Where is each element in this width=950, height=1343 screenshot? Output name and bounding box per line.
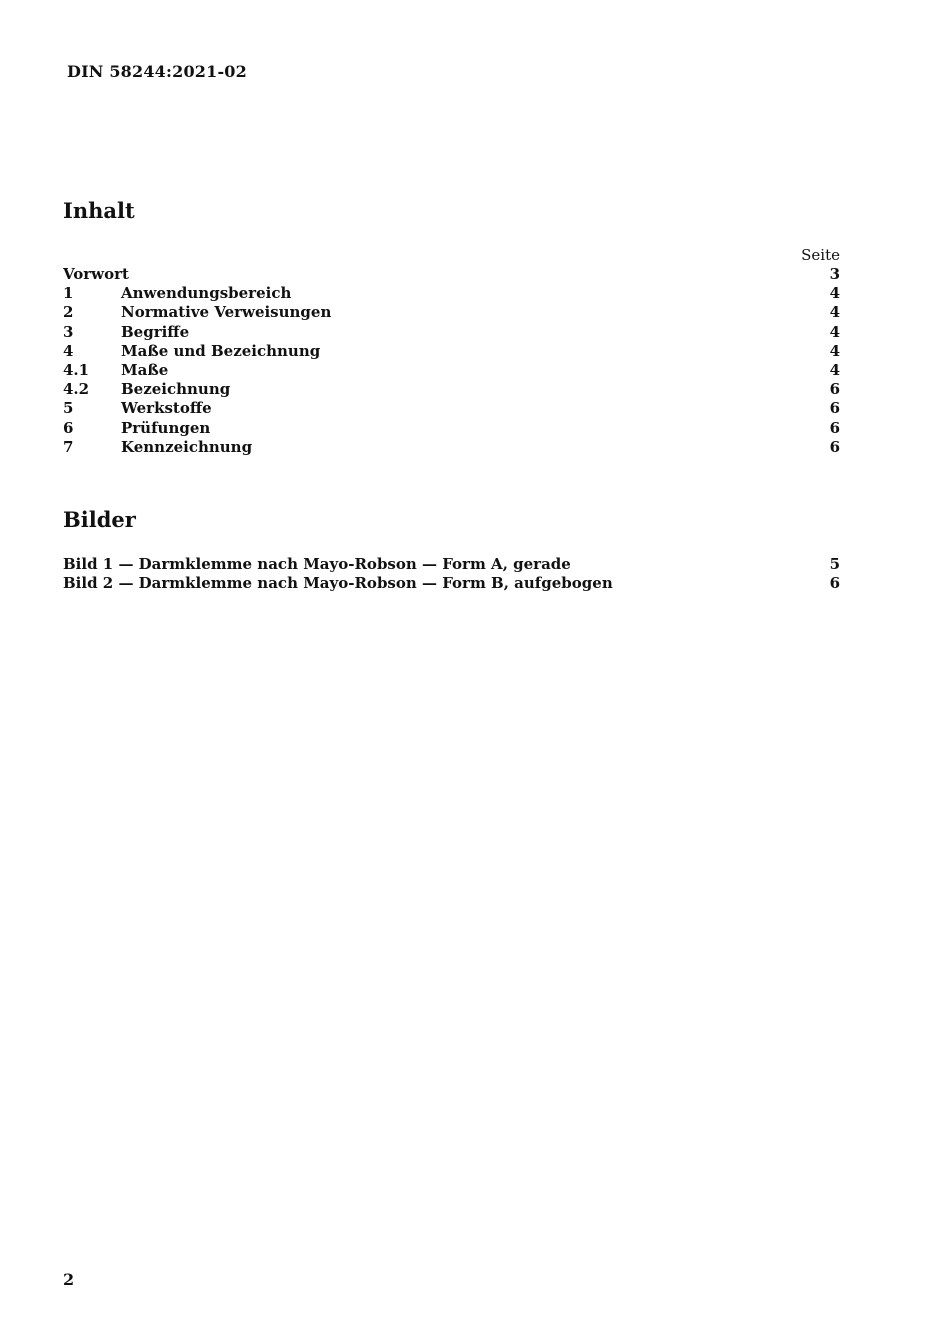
toc-entry-title: Kennzeichnung bbox=[121, 437, 253, 456]
toc-entry-page: 4 bbox=[829, 303, 840, 322]
toc-entry-number: 5 bbox=[63, 399, 74, 418]
toc-entry-werkstoffe[interactable] bbox=[63, 399, 840, 418]
toc-entry-number: 4.2 bbox=[63, 380, 90, 399]
toc-entry-title: Maße bbox=[121, 360, 169, 379]
figure-entry-page: 6 bbox=[829, 574, 840, 593]
figure-entry-title: Bild 1 — Darmklemme nach Mayo-Robson — Form A, gerade bbox=[63, 555, 571, 573]
toc-entry-page: 3 bbox=[829, 265, 840, 283]
toc-entry-bezeichnung[interactable] bbox=[63, 380, 840, 399]
toc-entry-kennzeichnung[interactable] bbox=[63, 438, 840, 457]
toc-entry-number: 1 bbox=[63, 284, 74, 303]
toc-entry-number: 4 bbox=[63, 341, 74, 360]
toc-entry-title: Anwendungsbereich bbox=[121, 284, 292, 303]
toc-entry-title: Prüfungen bbox=[121, 418, 211, 437]
contents-heading: Inhalt bbox=[63, 198, 135, 223]
toc-entry-title: Normative Verweisungen bbox=[121, 303, 332, 322]
toc-entry-masse-und-bezeichnung[interactable] bbox=[63, 342, 840, 361]
page-number: 2 bbox=[63, 1270, 75, 1289]
table-of-contents bbox=[63, 265, 840, 457]
toc-entry-title: Vorwort bbox=[63, 265, 129, 283]
toc-entry-number: 2 bbox=[63, 303, 74, 322]
toc-entry-number: 3 bbox=[63, 322, 74, 341]
toc-entry-page: 4 bbox=[829, 322, 840, 341]
page-column-label: Seite bbox=[801, 246, 840, 264]
figure-entry-bild-1[interactable] bbox=[63, 555, 840, 574]
toc-entry-anwendungsbereich[interactable] bbox=[63, 284, 840, 303]
toc-entry-pruefungen[interactable] bbox=[63, 419, 840, 438]
toc-entry-number: 4.1 bbox=[63, 360, 90, 379]
toc-entry-title: Werkstoffe bbox=[121, 399, 212, 418]
figure-entry-page: 5 bbox=[829, 555, 840, 573]
toc-entry-number: 7 bbox=[63, 437, 74, 456]
toc-entry-title: Begriffe bbox=[121, 322, 190, 341]
toc-entry-page: 4 bbox=[829, 360, 840, 379]
toc-entry-vorwort[interactable] bbox=[63, 265, 840, 284]
figures-heading: Bilder bbox=[63, 507, 136, 532]
figure-entry-bild-2[interactable] bbox=[63, 574, 840, 593]
toc-entry-title: Bezeichnung bbox=[121, 380, 231, 399]
toc-entry-page: 4 bbox=[829, 341, 840, 360]
toc-entry-begriffe[interactable] bbox=[63, 323, 840, 342]
figure-entry-title: Bild 2 — Darmklemme nach Mayo-Robson — Form B, aufgebogen bbox=[63, 574, 613, 593]
toc-entry-page: 6 bbox=[829, 418, 840, 437]
toc-entry-title: Maße und Bezeichnung bbox=[121, 341, 321, 360]
toc-entry-number: 6 bbox=[63, 418, 74, 437]
toc-entry-page: 4 bbox=[829, 284, 840, 303]
toc-entry-page: 6 bbox=[829, 399, 840, 418]
list-of-figures bbox=[63, 555, 840, 593]
toc-entry-page: 6 bbox=[829, 437, 840, 456]
toc-entry-page: 6 bbox=[829, 380, 840, 399]
toc-entry-normative-verweisungen[interactable] bbox=[63, 303, 840, 322]
toc-entry-masse[interactable] bbox=[63, 361, 840, 380]
document-id: DIN 58244:2021-02 bbox=[67, 62, 247, 81]
